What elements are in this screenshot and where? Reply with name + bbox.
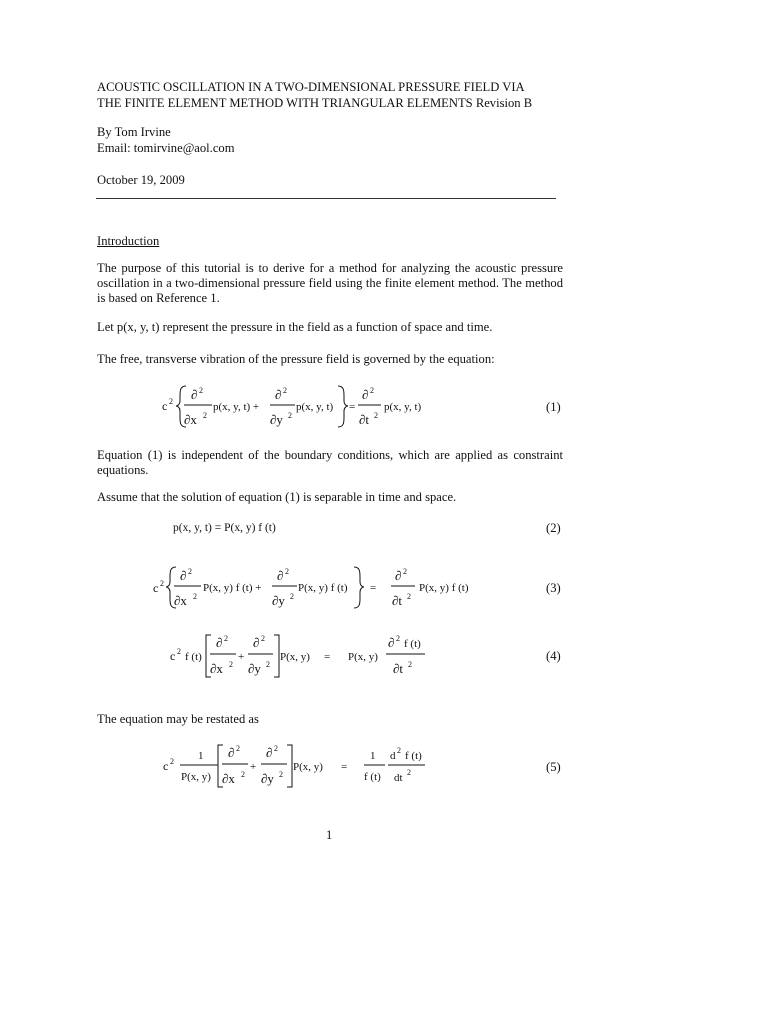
svg-text:∂y: ∂y: [270, 412, 283, 427]
svg-text:2: 2: [177, 647, 181, 656]
svg-text:2: 2: [403, 567, 407, 576]
svg-text:∂: ∂: [228, 745, 235, 760]
author: By Tom Irvine: [97, 125, 171, 139]
paragraph-pressure-definition: Let p(x, y, t) represent the pressure in the field as a function of space and time.: [97, 320, 493, 334]
paragraph-governing-equation: The free, transverse vibration of the pressure field is governed by the equation:: [97, 352, 495, 366]
svg-text:+: +: [250, 761, 257, 773]
svg-text:∂: ∂: [388, 635, 395, 650]
svg-text:p(x, y, t): p(x, y, t): [296, 401, 334, 413]
svg-text:p(x, y, t): p(x, y, t): [384, 401, 422, 413]
equation-2: p(x, y, t) = P(x, y) f (t): [173, 522, 276, 534]
svg-text:P(x, y): P(x, y): [293, 761, 323, 773]
svg-text:2: 2: [170, 757, 174, 766]
paragraph-boundary-conditions: Equation (1) is independent of the boundary conditions, which are applied as constraint equations.: [97, 448, 563, 477]
svg-text:P(x, y) f (t): P(x, y) f (t): [298, 582, 348, 594]
svg-text:∂x: ∂x: [174, 593, 187, 608]
svg-text:∂t: ∂t: [359, 412, 370, 427]
svg-text:f (t): f (t): [404, 638, 421, 650]
svg-text:2: 2: [236, 744, 240, 753]
svg-text:∂y: ∂y: [248, 661, 261, 676]
svg-text:=: =: [341, 761, 348, 773]
svg-text:∂: ∂: [266, 745, 273, 760]
svg-text:c: c: [163, 759, 169, 773]
equation-5-number: (5): [546, 760, 561, 774]
svg-text:2: 2: [203, 411, 207, 420]
svg-text:∂x: ∂x: [210, 661, 223, 676]
equation-2-number: (2): [546, 521, 561, 535]
svg-text:∂: ∂: [362, 387, 369, 402]
svg-text:+: +: [238, 651, 245, 663]
svg-text:∂t: ∂t: [393, 661, 404, 676]
svg-text:P(x, y) f (t): P(x, y) f (t): [419, 582, 469, 594]
svg-text:=: =: [349, 401, 356, 413]
svg-text:f (t): f (t): [405, 750, 422, 762]
svg-text:2: 2: [407, 592, 411, 601]
svg-text:P(x, y) f (t) +: P(x, y) f (t) +: [203, 582, 262, 594]
svg-text:P(x, y): P(x, y): [181, 771, 211, 783]
svg-text:∂: ∂: [191, 387, 198, 402]
svg-text:=: =: [370, 582, 377, 594]
svg-text:2: 2: [279, 770, 283, 779]
svg-text:f (t): f (t): [185, 651, 202, 663]
svg-text:∂: ∂: [395, 568, 402, 583]
equation-1-number: (1): [546, 400, 561, 414]
svg-text:2: 2: [288, 411, 292, 420]
svg-text:f (t): f (t): [364, 771, 381, 783]
svg-text:2: 2: [224, 634, 228, 643]
svg-text:∂x: ∂x: [184, 412, 197, 427]
svg-text:2: 2: [188, 567, 192, 576]
svg-text:2: 2: [266, 660, 270, 669]
section-heading-introduction: Introduction: [97, 234, 160, 248]
paragraph-separable-solution: Assume that the solution of equation (1) is separable in time and space.: [97, 490, 457, 504]
email: Email: tomirvine@aol.com: [97, 141, 235, 155]
svg-text:2: 2: [160, 579, 164, 588]
svg-text:∂: ∂: [180, 568, 187, 583]
svg-text:dt: dt: [394, 772, 403, 784]
equation-3-number: (3): [546, 581, 561, 595]
svg-text:2: 2: [169, 397, 173, 406]
equation-4-number: (4): [546, 649, 561, 663]
svg-text:2: 2: [274, 744, 278, 753]
svg-text:∂: ∂: [216, 635, 223, 650]
svg-text:p(x, y, t) +: p(x, y, t) +: [213, 401, 260, 413]
svg-text:2: 2: [370, 386, 374, 395]
paragraph-restated: The equation may be restated as: [97, 712, 259, 726]
document-title-line1: ACOUSTIC OSCILLATION IN A TWO-DIMENSIONAL PRESSURE FIELD VIA: [97, 80, 525, 94]
svg-text:=: =: [324, 651, 331, 663]
document-date: October 19, 2009: [97, 173, 185, 187]
svg-text:2: 2: [241, 770, 245, 779]
svg-text:2: 2: [193, 592, 197, 601]
page-number: 1: [326, 828, 333, 842]
svg-text:2: 2: [261, 634, 265, 643]
svg-text:P(x, y): P(x, y): [280, 651, 310, 663]
svg-text:2: 2: [397, 746, 401, 755]
svg-text:∂: ∂: [253, 635, 260, 650]
svg-text:∂x: ∂x: [222, 771, 235, 786]
svg-text:d: d: [390, 750, 396, 762]
svg-text:2: 2: [290, 592, 294, 601]
svg-text:2: 2: [407, 768, 411, 777]
svg-text:∂y: ∂y: [261, 771, 274, 786]
svg-text:1: 1: [198, 750, 204, 762]
svg-text:c: c: [153, 581, 159, 595]
svg-text:∂t: ∂t: [392, 593, 403, 608]
paragraph-purpose: The purpose of this tutorial is to derive for a method for analyzing the acoustic pressure oscillation in a two-dimensional pressure field using the finite element method. The method is based on Reference 1.: [97, 261, 563, 305]
svg-text:1: 1: [370, 750, 376, 762]
svg-text:c: c: [162, 399, 168, 413]
svg-text:P(x, y): P(x, y): [348, 651, 378, 663]
svg-text:2: 2: [408, 660, 412, 669]
svg-text:2: 2: [283, 386, 287, 395]
svg-text:∂y: ∂y: [272, 593, 285, 608]
svg-text:∂: ∂: [277, 568, 284, 583]
svg-text:2: 2: [199, 386, 203, 395]
svg-text:2: 2: [285, 567, 289, 576]
svg-text:2: 2: [374, 411, 378, 420]
svg-text:c: c: [170, 649, 176, 663]
svg-text:2: 2: [396, 634, 400, 643]
svg-text:2: 2: [229, 660, 233, 669]
document-title-line2: THE FINITE ELEMENT METHOD WITH TRIANGULAR ELEMENTS Revision B: [97, 96, 533, 110]
svg-text:∂: ∂: [275, 387, 282, 402]
